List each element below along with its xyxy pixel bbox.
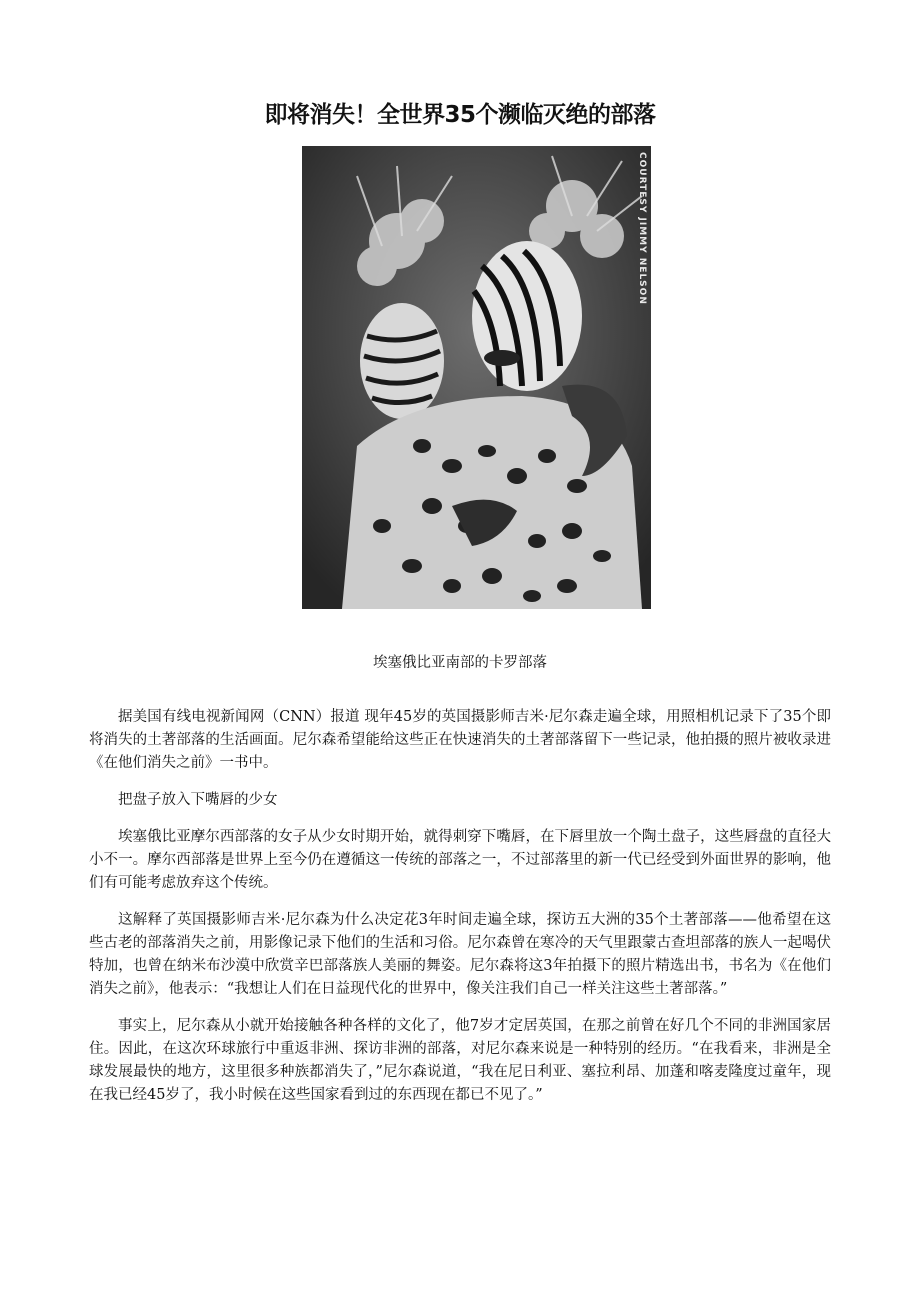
photo-credit: COURTESY JIMMY NELSON (637, 152, 647, 305)
tribe-photo (302, 146, 651, 609)
article-body (89, 706, 831, 1121)
paragraph-intro: 据美国有线电视新闻网（CNN）报道 现年45岁的英国摄影师吉米·尼尔森走遍全球，用照相机记录下了35个即将消失的土著部落的生活画面。尼尔森希望能给这些正在快速消失的土著部落留下一些记录，他拍摄的照片被收录进《在他们消失之前》一书中。 (89, 709, 831, 771)
paragraph-nelson-journey: 这解释了英国摄影师吉米·尼尔森为什么决定花3年时间走遍全球，探访五大洲的35个土著部落——他希望在这些古老的部落消失之前，用影像记录下他们的生活和习俗。尼尔森曾在寒冷的天气里跟蒙古查坦部落的族人一起喝伏特加，也曾在纳米布沙漠中欣赏辛巴部落族人美丽的舞姿。尼尔森将这3年拍摄下的照片精选出书，书名为《在他们消失之前》，他表示：“我想让人们在日益现代化的世界中，像关注我们自己一样关注这些土著部落。” (89, 912, 831, 997)
paragraph-mursi: 埃塞俄比亚摩尔西部落的女子从少女时期开始，就得刺穿下嘴唇，在下唇里放一个陶土盘子，这些唇盘的直径大小不一。摩尔西部落是世界上至今仍在遵循这一传统的部落之一，不过部落里的新一代已经受到外面世界的影响，他们有可能考虑放弃这个传统。 (89, 829, 831, 891)
article-title: 即将消失！全世界35个濒临灭绝的部落 (264, 102, 656, 128)
photo-caption: 埃塞俄比亚南部的卡罗部落 (373, 655, 547, 671)
photo-illustration (302, 146, 651, 609)
paragraph-africa: 事实上，尼尔森从小就开始接触各种各样的文化了，他7岁才定居英国，在那之前曾在好几个不同的非洲国家居住。因此，在这次环球旅行中重返非洲、探访非洲的部落，对尼尔森来说是一种特别的经历。“在我看来，非洲是全球发展最快的地方，这里很多种族都消失了，”尼尔森说道，“我在尼日利亚、塞拉利昂、加蓬和喀麦隆度过童年，现在我已经45岁了，我小时候在这些国家看到过的东西现在都已不见了。” (89, 1018, 831, 1103)
subheading-lip-plate: 把盘子放入下嘴唇的少女 (118, 792, 278, 808)
